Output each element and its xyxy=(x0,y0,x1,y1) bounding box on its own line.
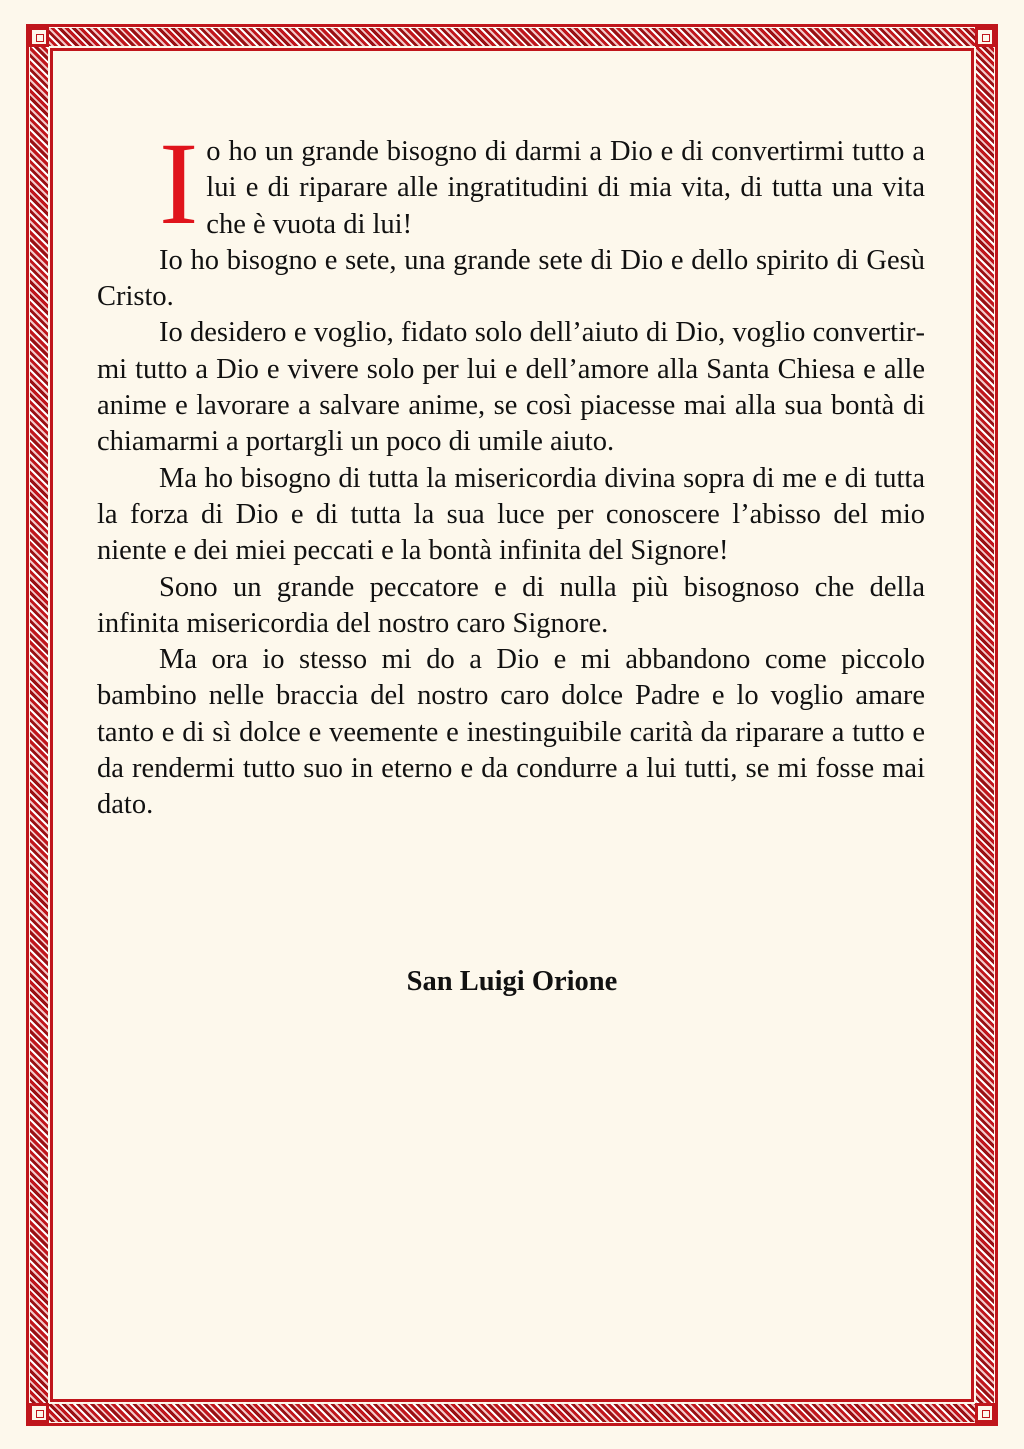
paragraph: Ma ho bisogno di tutta la misericordia divina sopra di me e di tutta la forza di Dio e di tutta la sua luce per conoscere l’abisso del mio niente e dei miei peccati e la bontà infinita del Signore! xyxy=(97,462,925,567)
frame-corner-ornament xyxy=(975,1403,995,1423)
frame-corner-ornament xyxy=(29,1403,49,1423)
paragraph: Io desidero e voglio, fidato solo dell’aiuto di Dio, voglio convertirmi tutto a Dio e vivere solo per lui e dell’amore alla Santa Chiesa e alle anime e lavorare a salvare anime, se così piacesse mai alla sua bontà di chiamarmi a portargli un poco di umile aiuto. xyxy=(97,317,925,458)
frame-corner-ornament xyxy=(975,27,995,47)
paragraph-text: o ho un grande bisogno di darmi a Dio e di convertirmi tutto a lui e di riparare alle ingratitudini di mia vita, di tutta una vita che è vuota di lui! xyxy=(206,136,925,240)
paragraph: Sono un grande peccatore e di nulla più bisognoso che della infinita misericordia del nostro caro Signore. xyxy=(97,571,925,639)
prayer-text xyxy=(97,118,925,824)
signature: San Luigi Orione xyxy=(406,966,618,997)
paragraph xyxy=(97,118,925,249)
paragraph: Io ho bisogno e sete, una grande sete di Dio e dello spirito di Gesù Cristo. xyxy=(97,244,925,313)
drop-cap: I xyxy=(159,118,199,249)
paragraph: Ma ora io stesso mi do a Dio e mi abbandono come piccolo bambino nelle braccia del nostro caro dolce Padre e lo voglio amare tanto e di sì dolce e veemente e inestinguibile carità da riparare a tutto e da rendermi tutto suo in eterno e da condurre a lui tutti, se mi fosse mai dato. xyxy=(97,644,925,821)
frame-corner-ornament xyxy=(29,27,49,47)
